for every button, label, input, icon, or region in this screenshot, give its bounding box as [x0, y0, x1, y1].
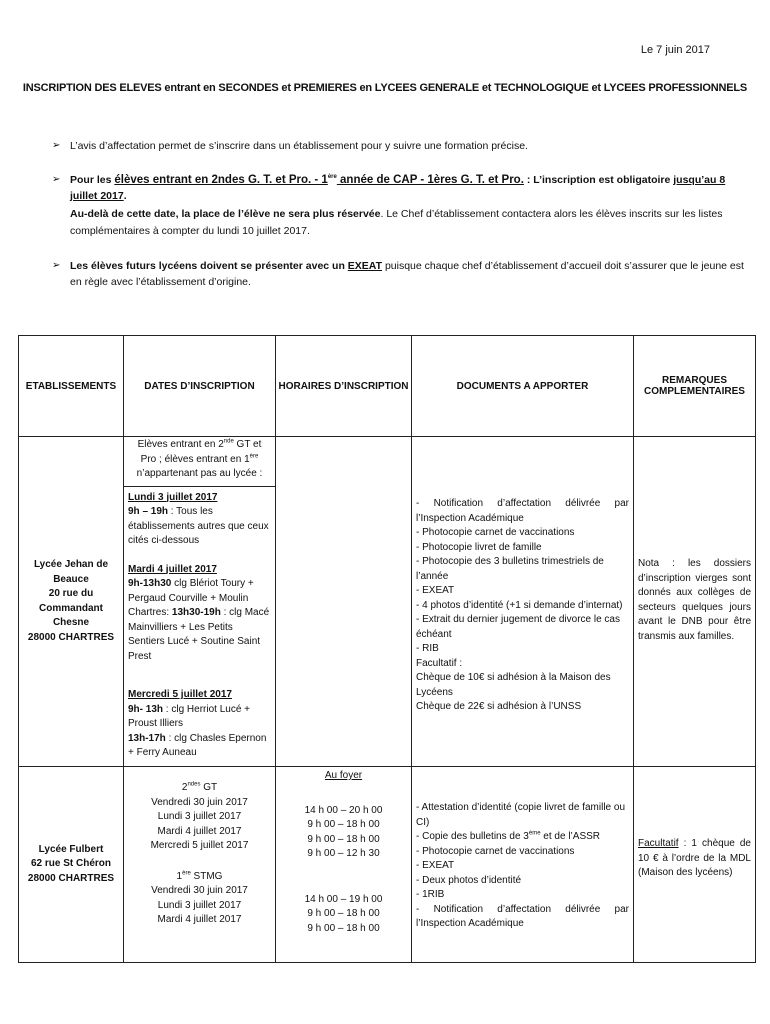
bullet-affectation	[52, 138, 752, 154]
arrow-bullet-icon: ➢	[52, 260, 61, 271]
document-date: Le 7 juin 2017	[640, 44, 710, 56]
dates-fulbert	[124, 767, 276, 963]
remark-nota: Nota : les dossiers d’inscription vierges sont donnés aux collèges de secteurs quelques jours avant le DNB pour être transmis aux familles.	[638, 558, 751, 642]
arrow-bullet-icon: ➢	[52, 174, 61, 185]
bullet-text: Les élèves futurs lycéens doivent se présenter avec un EXEAT puisque chaque chef d’établissement d’accueil doit s’assurer que le jeune est en règle avec l’établissement d’origine.	[70, 260, 744, 288]
school-fulbert: Lycée Fulbert 62 rue St Chéron 28000 CHARTRES	[19, 767, 124, 963]
inscription-table	[18, 335, 756, 963]
documents-list: - Attestation d’identité (copie livret de famille ou CI) - Copie des bulletins de 3ème et de l’ASSR - Photocopie carnet de vaccinations - EXEAT - Deux photos d’identité - 1RIB - Notification d’affectation délivrée par l’Inspection Académique	[416, 802, 629, 929]
school-jehan-de-beauce: Lycée Jehan de Beauce 20 rue du Commandant Chesne 28000 CHARTRES	[19, 437, 124, 767]
bullet-exeat	[52, 258, 752, 290]
documents-jehan-de-beauce	[412, 437, 634, 767]
bullet-deadline-note: Au-delà de cette date, la place de l’élève ne sera plus réservée. Le Chef d’établissement contactera alors les élèves inscrits sur les listes complémentaires à compter du lundi 10 juillet 2017.	[70, 208, 723, 237]
bullet-inscription	[52, 172, 752, 204]
header-etablissements: ETABLISSEMENTS	[19, 336, 124, 437]
header-documents: DOCUMENTS A APPORTER	[412, 336, 634, 437]
header-remarques: REMARQUES COMPLEMENTAIRES	[634, 336, 756, 437]
header-horaires: HORAIRES D’INSCRIPTION	[276, 336, 412, 437]
table-header-row	[19, 336, 756, 437]
bullet-text: Pour les élèves entrant en 2ndes G. T. et Pro. - 1ère année de CAP - 1ères G. T. et Pro. : L’inscription est obligatoire jusqu’au 8 juillet 2017.	[70, 174, 726, 202]
header-dates: DATES D’INSCRIPTION	[124, 336, 276, 437]
dates-schedule: Lundi 3 juillet 2017 9h – 19h : Tous les établissements autres que ceux cités ci-dessous Mardi 4 juillet 2017 9h-13h30 clg Blériot Toury + Pergaud Courville + Moulin Chartres: 13h30-19h : clg Macé Mainvilliers + Les Petits Sentiers Lucé + Soutine Saint Prest Mercredi 5 juillet 2017 9h- 13h : clg Herriot Lucé + Proust Illiers 13h-17h : clg Chasles Epernon + Ferry Auneau	[124, 486, 275, 763]
dates-intro: Elèves entrant en 2nde GT et Pro ; élèves entrant en 1ère n’appartenant pas au lycée :	[136, 438, 263, 479]
arrow-bullet-icon: ➢	[52, 140, 61, 151]
bullet-text: L’avis d’affectation permet de s’inscrire dans un établissement pour y suivre une formation précise.	[70, 140, 528, 152]
documents-fulbert	[412, 767, 634, 963]
documents-list: - Notification d’affectation délivrée par l’Inspection Académique - Photocopie carnet de vaccinations - Photocopie livret de famille - Photocopie des 3 bulletins trimestriels de l’année - EXEAT - 4 photos d’identité (+1 si demande d’internat) - Extrait du dernier jugement de divorce le cas échéant - RIB Facultatif : Chèque de 10€ si adhésion à la Maison des Lycéens Chèque de 22€ si adhésion à l’UNSS	[416, 498, 629, 712]
remark-facultatif: Facultatif : 1 chèque de 10 € à l’ordre de la MDL (Maison des lycéens)	[638, 838, 751, 878]
hours-list: Au foyer 14 h 00 – 20 h 00 9 h 00 – 18 h 00 9 h 00 – 18 h 00 9 h 00 – 12 h 30 14 h 00 – 19 h 00 9 h 00 – 18 h 00 9 h 00 – 18 h 00	[304, 770, 383, 934]
dates-list: $2^{ndes}$ GT Vendredi 30 juin 2017 Lundi 3 juillet 2017 Mardi 4 juillet 2017 Mercredi 5 juillet 2017 1ère STMG Vendredi 30 juin 2017 Lundi 3 juillet 2017 Mardi 4 juillet 2017	[150, 781, 249, 925]
horaires-jehan-de-beauce	[276, 437, 412, 767]
remarques-jehan-de-beauce	[634, 437, 756, 767]
horaires-fulbert	[276, 767, 412, 963]
table-row	[19, 437, 756, 767]
document-title: INSCRIPTION DES ELEVES entrant en SECONDES et PREMIERES en LYCEES GENERALE et TECHNOLOGIQUE et LYCEES PROFESSIONNELS	[22, 82, 748, 94]
dates-jehan-de-beauce	[124, 437, 276, 767]
table-row	[19, 767, 756, 963]
remarques-fulbert	[634, 767, 756, 963]
